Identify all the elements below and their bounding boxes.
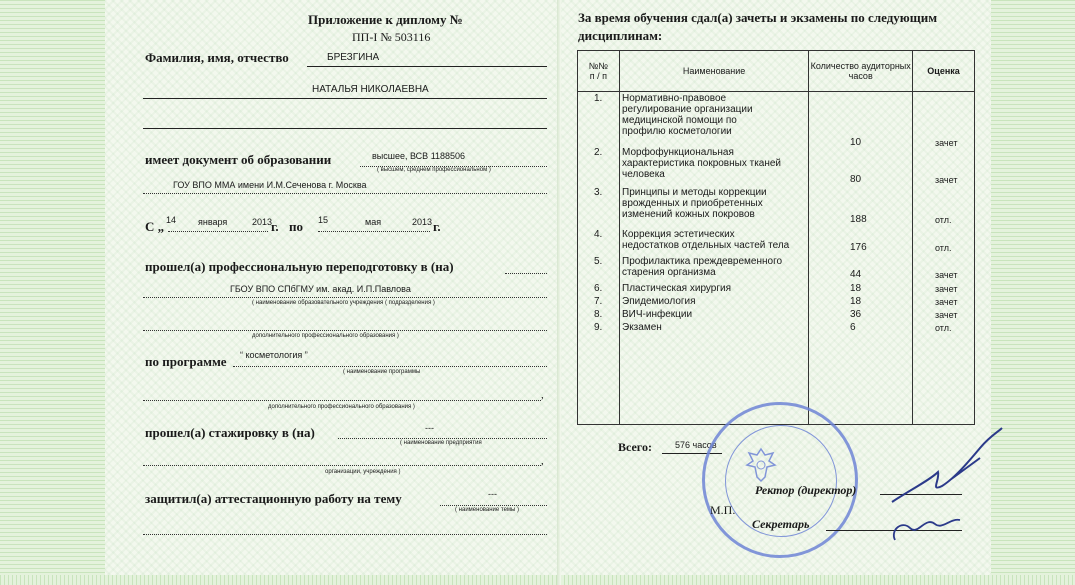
date-to-year: 2013 [412,217,433,227]
row-num: 9. [594,322,603,333]
thesis-value: --- [488,489,497,499]
blank-line-1 [143,128,547,129]
program-hint: ( наименование программы [343,369,421,375]
rector-signature [880,420,1010,550]
program-dots [233,366,547,367]
row-name: Пластическая хирургия [622,283,732,294]
edu-value: высшее, ВСВ 1188506 [372,151,466,161]
row-grade: отл. [935,323,952,333]
row-grade: зачет [935,284,958,294]
thesis-dots [440,505,547,506]
row-name: Экзамен [622,322,662,333]
date-from-prefix: С „ [145,219,165,234]
addl-dots [143,330,547,331]
col-grade-header: Оценка [913,51,975,92]
date-to-month: мая [365,217,382,227]
row-num: 5. [594,256,603,267]
intern-dots-2 [143,465,541,466]
row-hours: 18 [850,296,862,307]
date-to-suffix: г. [433,219,441,234]
retrain-org: ГБОУ ВПО СПбГМУ им. акад. И.П.Павлова [230,284,411,294]
row-hours: 6 [850,322,856,333]
col-num-header: №№ п / п [578,51,620,92]
row-grade: зачет [935,310,958,320]
edu-hint: ( высшем, среднем профессиональном ) [377,167,491,173]
col-name-header: Наименование [619,51,808,92]
page-fold [557,0,561,585]
row-num: 6. [594,283,603,294]
row-hours: 10 [850,137,862,148]
bottom-guilloche-border [0,575,1075,585]
intern-label: прошел(а) стажировку в (на) [145,425,315,440]
intern-hint-2: организации, учреждения ) [325,469,401,475]
date-to-word: по [289,219,303,234]
row-hours: 176 [850,242,867,253]
row-num: 7. [594,296,603,307]
intern-comma: , [541,455,544,467]
official-seal [702,402,858,558]
row-num: 1. [594,93,603,104]
total-value: 576 часов [675,440,717,450]
row-num: 4. [594,229,603,240]
row-grade: зачет [935,297,958,307]
row-name: Принципы и методы коррекции врожденных и приобретенных изменений кожных покровов [622,187,767,220]
edu-org-dots [143,193,547,194]
diploma-series: ПП-I № 503116 [352,30,431,44]
thesis-hint: ( наименование темы ) [455,507,520,513]
intern-value: --- [425,423,434,433]
fio-underline [307,66,547,67]
date-from-day: 14 [166,215,177,225]
fio-label: Фамилия, имя, отчество [145,50,289,65]
retrain-org-dots [143,297,547,298]
name-underline [143,98,547,99]
row-name: Профилактика преждевременного старения организма [622,256,783,278]
retrain-dots [505,273,547,274]
row-hours: 44 [850,269,862,280]
col-hours-header: Количество аудиторных часов [809,51,913,92]
retrain-label: прошел(а) профессиональную переподготовку в (на) [145,259,454,274]
eagle-emblem-icon [743,445,779,485]
edu-org: ГОУ ВПО ММА имени И.М.Сеченова г. Москва [173,180,367,190]
date-from-month: января [198,217,228,227]
supplement-title: Приложение к диплому № [308,12,463,27]
row-hours: 80 [850,174,862,185]
row-name: Коррекция эстетических недостатков отдельных частей тела [622,229,790,251]
thesis-dots-2 [143,534,547,535]
row-name: Морфофункциональная характеристика покровных тканей человека [622,147,782,180]
intern-dots [338,438,547,439]
row-name: ВИЧ-инфекции [622,309,693,320]
row-hours: 188 [850,214,867,225]
date-to-day: 15 [318,215,329,225]
row-grade: зачет [935,270,958,280]
row-num: 2. [594,147,603,158]
row-hours: 36 [850,309,862,320]
row-grade: зачет [935,175,958,185]
date-to-dots [318,231,430,232]
row-num: 8. [594,309,603,320]
retrain-hint: ( наименование образовательного учреждения ( подразделения ) [252,300,435,306]
row-name: Эпидемиология [622,296,696,307]
edu-label: имеет документ об образовании [145,152,332,167]
mp-label: М.П. [710,503,736,517]
row-grade: отл. [935,243,952,253]
program-comma: , [541,389,544,401]
row-name: Нормативно-правовое регулирование организации медицинской помощи по профилю косметологии [622,93,753,137]
row-grade: отл. [935,215,952,225]
addl-hint: дополнительного профессионального образования ) [252,333,399,339]
date-from-year: 2013 [252,217,273,227]
program-dots-2 [143,400,541,401]
rector-label: Ректор (директор) [755,483,857,497]
name-value: НАТАЛЬЯ НИКОЛАЕВНА [312,84,429,95]
date-from-suffix: г. [271,219,279,234]
row-num: 3. [594,187,603,198]
total-label: Всего: [618,440,652,454]
date-from-dots [168,231,268,232]
thesis-label: защитил(а) аттестационную работу на тему [145,491,402,506]
row-grade: зачет [935,138,958,148]
surname-value: БРЕЗГИНА [327,52,380,63]
program-value: “ косметология ” [240,350,308,360]
program-hint-2: дополнительного профессионального образования ) [268,404,415,410]
row-hours: 18 [850,283,862,294]
left-guilloche-border [0,0,105,585]
disciplines-heading-1: За время обучения сдал(а) зачеты и экзамены по следующим [578,10,938,25]
program-label: по программе [145,354,227,369]
intern-hint: ( наименование предприятия [400,440,482,446]
disciplines-heading-2: дисциплинам: [578,28,663,43]
secretary-label: Секретарь [752,517,810,531]
